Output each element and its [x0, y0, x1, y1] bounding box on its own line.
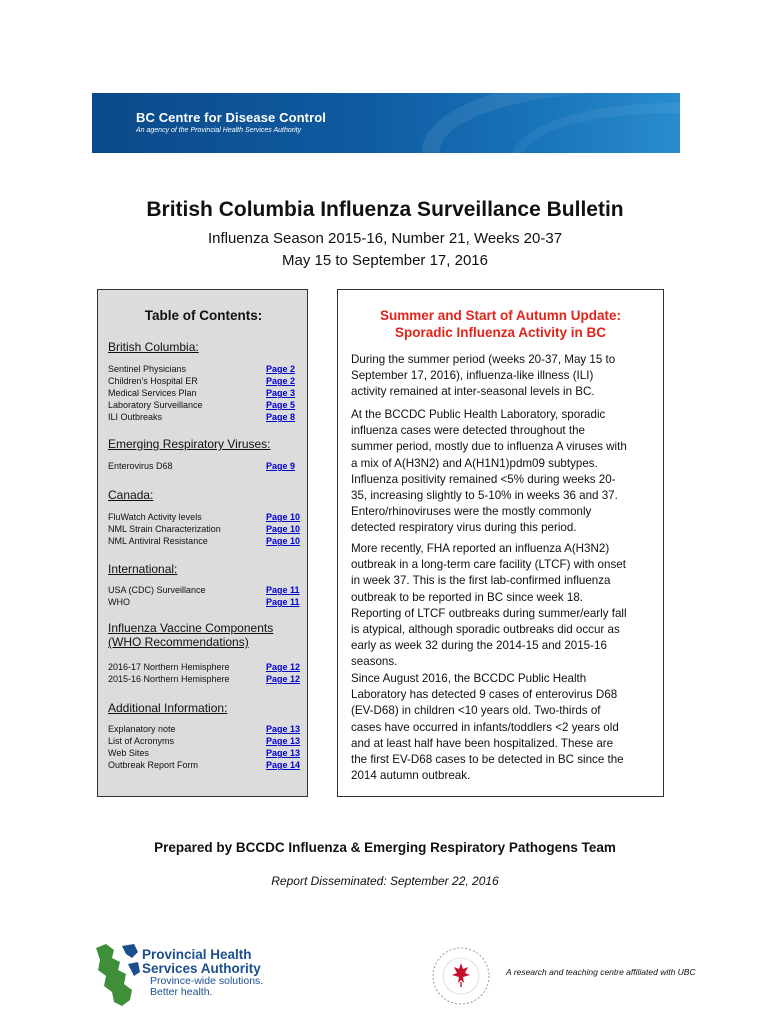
toc-item-label: Laboratory Surveillance [108, 400, 203, 410]
toc-item-label: USA (CDC) Surveillance [108, 585, 206, 595]
toc-item-label: 2015-16 Northern Hemisphere [108, 674, 230, 684]
update-paragraph-line: Entero/rhinoviruses were the mostly commonly [351, 505, 592, 519]
ubc-affiliation: A research and teaching centre affiliated with UBC [506, 967, 696, 977]
toc-item-label: ILI Outbreaks [108, 412, 163, 422]
toc-item [108, 375, 303, 387]
toc-section-title-line: Canada: [108, 488, 154, 502]
update-paragraph-line: in week 37. This is the first lab-confirmed influenza [351, 574, 611, 588]
toc-section-title [108, 701, 227, 715]
update-paragraph-line: 35, increasing slightly to 5-10% in weeks 36 and 37. [351, 489, 618, 503]
update-paragraph-line: a mix of A(H3N2) and A(H1N1)pdm09 subtypes. [351, 456, 598, 470]
update-paragraph-line: the first EV-D68 cases to be detected in BC since the [351, 753, 624, 767]
toc-page-link[interactable]: Page 5 [266, 400, 296, 410]
update-paragraph-line: 2014 autumn outbreak. [351, 769, 471, 783]
toc-page-link[interactable]: Page 11 [266, 585, 300, 595]
update-paragraph-line: influenza cases were detected throughout the [351, 424, 585, 438]
toc-page-link[interactable]: Page 12 [266, 674, 301, 684]
banner-org-name: BC Centre for Disease Control [136, 110, 326, 125]
update-paragraph-line: Since August 2016, the BCCDC Public Health [351, 672, 587, 685]
toc-item-label: 2016-17 Northern Hemisphere [108, 662, 230, 672]
update-paragraph-line: Laboratory has detected 9 cases of enterovirus D68 [351, 688, 618, 702]
toc-section-title-line: Influenza Vaccine Components [108, 621, 274, 635]
toc-section-title [108, 562, 177, 576]
toc-item [108, 596, 303, 608]
phsa-tagline [150, 976, 263, 998]
accreditation-seal [430, 945, 492, 1007]
toc-item [108, 759, 303, 771]
toc-page-link[interactable]: Page 9 [266, 461, 296, 471]
toc-item-label: Medical Services Plan [108, 388, 197, 398]
toc-item [108, 523, 303, 535]
update-paragraph-line: seasons. [351, 655, 398, 669]
update-paragraph-line: Influenza positivity remained <5% during weeks 20- [351, 472, 616, 486]
toc-section-title-line: Emerging Respiratory Viruses: [108, 437, 271, 451]
toc-item [108, 399, 303, 411]
toc-page-link[interactable]: Page 2 [266, 364, 296, 374]
toc-item-label: WHO [108, 597, 130, 607]
toc-item-label: List of Acronyms [108, 736, 175, 746]
toc-page-link[interactable]: Page 11 [266, 597, 300, 607]
update-paragraph [351, 541, 656, 671]
toc-section-title-line: Additional Information: [108, 701, 228, 715]
update-paragraph-line: cases have occurred in infants/toddlers <2 years old [351, 720, 619, 734]
toc-section-title [108, 488, 153, 502]
toc-item [108, 535, 303, 547]
toc-item-label: Explanatory note [108, 724, 176, 734]
update-paragraph-line: outbreak to be reported in BC since week 18. [351, 590, 584, 604]
toc-item [108, 661, 303, 673]
update-paragraph-line: During the summer period (weeks 20-37, May 15 to [351, 353, 616, 366]
update-paragraph-line: More recently, FHA reported an influenza A(H3N2) [351, 542, 610, 555]
toc-section-title [108, 340, 199, 354]
update-paragraph-line: September 17, 2016), influenza-like illness (ILI) [351, 369, 594, 383]
update-title-line-2: Sporadic Influenza Activity in BC [394, 325, 607, 340]
toc-item-label: FluWatch Activity levels [108, 512, 202, 522]
toc-section-title-line: British Columbia: [108, 340, 199, 354]
page-subtitle-season: Influenza Season 2015-16, Number 21, Weeks 20-37 [207, 230, 563, 247]
toc-item-label: Web Sites [108, 748, 149, 758]
toc-title: Table of Contents: [144, 308, 263, 323]
table-of-contents [97, 289, 308, 797]
page-subtitle-dates: May 15 to September 17, 2016 [282, 252, 488, 269]
toc-item [108, 387, 303, 399]
toc-page-link[interactable]: Page 10 [266, 524, 301, 534]
toc-item-label: Outbreak Report Form [108, 760, 199, 770]
toc-page-link[interactable]: Page 8 [266, 412, 296, 422]
phsa-tagline-line-2: Better health. [150, 986, 213, 998]
update-paragraph-line: is atypical, although sporadic outbreaks did occur as [351, 623, 620, 637]
toc-page-link[interactable]: Page 12 [266, 662, 301, 672]
bccdc-banner [92, 93, 680, 153]
toc-section-title [108, 437, 271, 451]
report-disseminated: Report Disseminated: September 22, 2016 [271, 874, 499, 888]
toc-section-title-line: (WHO Recommendations) [108, 635, 249, 649]
update-paragraph [351, 407, 656, 537]
update-paragraph [351, 671, 656, 784]
update-paragraph-line: At the BCCDC Public Health Laboratory, sporadic [351, 408, 606, 421]
update-paragraph-line: early as week 32 during the 2014-15 and 2015-16 [351, 639, 607, 653]
toc-section-title [108, 621, 273, 649]
toc-item [108, 735, 303, 747]
toc-page-link[interactable]: Page 13 [266, 724, 301, 734]
phsa-name-line-2: Services Authority [142, 961, 261, 976]
toc-item [108, 460, 303, 472]
phsa-tagline-line-1: Province-wide solutions. [150, 975, 264, 987]
update-box [337, 289, 664, 797]
phsa-name [142, 948, 261, 976]
toc-page-link[interactable]: Page 10 [266, 512, 301, 522]
toc-page-link[interactable]: Page 2 [266, 376, 296, 386]
toc-item [108, 411, 303, 423]
toc-section-title-line: International: [108, 562, 178, 576]
toc-item-label: Enterovirus D68 [108, 461, 173, 471]
toc-page-link[interactable]: Page 3 [266, 388, 296, 398]
toc-page-link[interactable]: Page 13 [266, 748, 301, 758]
toc-page-link[interactable]: Page 10 [266, 536, 301, 546]
toc-item [108, 363, 303, 375]
update-title [338, 307, 663, 341]
update-paragraph [351, 352, 656, 401]
prepared-by: Prepared by BCCDC Influenza & Emerging Respiratory Pathogens Team [154, 840, 616, 855]
toc-item-label: NML Antiviral Resistance [108, 536, 208, 546]
update-paragraph-line: outbreak in a long-term care facility (LTCF) with onset [351, 558, 626, 572]
update-paragraph-line: and at least half have been hospitalized. These are [351, 736, 614, 750]
toc-item [108, 584, 303, 596]
toc-item-label: NML Strain Characterization [108, 524, 221, 534]
phsa-bc-map-logo [92, 940, 144, 1012]
toc-page-link[interactable]: Page 13 [266, 736, 301, 746]
update-paragraph-line: activity remained at inter-seasonal levels in BC. [351, 385, 595, 399]
phsa-name-line-1: Provincial Health [142, 947, 252, 962]
toc-item-label: Sentinel Physicians [108, 364, 187, 374]
update-paragraph-line: (EV-D68) in children <10 years old. Two-thirds of [351, 704, 601, 718]
toc-item [108, 511, 303, 523]
update-title-line-1: Summer and Start of Autumn Update: [379, 308, 621, 323]
toc-page-link[interactable]: Page 14 [266, 760, 301, 770]
banner-agency: An agency of the Provincial Health Services Authority [136, 127, 302, 134]
toc-item-label: Children's Hospital ER [108, 376, 198, 386]
update-paragraph-line: summer period, mostly due to influenza A viruses with [351, 440, 627, 454]
update-paragraph-line: detected respiratory virus during this period. [351, 521, 577, 535]
toc-item [108, 723, 303, 735]
toc-item [108, 747, 303, 759]
page-title: British Columbia Influenza Surveillance Bulletin [146, 198, 624, 221]
toc-item [108, 673, 303, 685]
update-paragraph-line: Reporting of LTCF outbreaks during summer/early fall [351, 606, 627, 620]
